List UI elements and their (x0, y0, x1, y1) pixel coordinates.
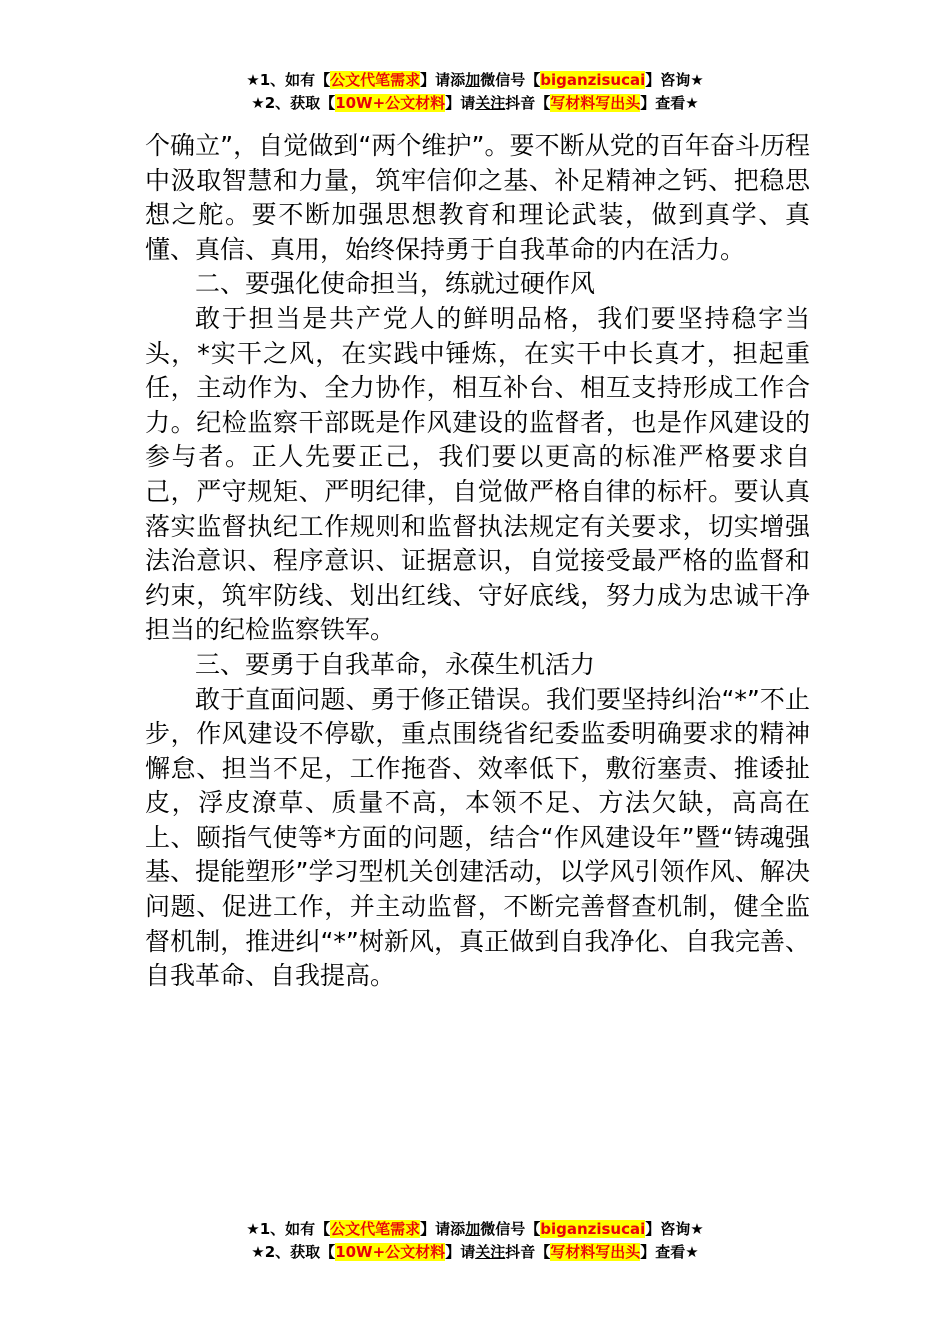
paragraph-section-3: 敢于直面问题、勇于修正错误。我们要坚持纠治“*”不止步，作风建设不停歇，重点围绕省纪委监委明确要求的精神懈怠、担当不足，工作拖沓、效率低下，敷衍塞责、推诿扯皮，浮皮潦草、质量不高，本领不足、方法欠缺，高高在上、颐指气使等*方面的问题，结合“作风建设年”暨“铸魂强基、提能塑形”学习型机关创建活动，以学风引领作风、解决问题、促进工作，并主动监督，不断完善督查机制，健全监督机制，推进纠“*”树新风，真正做到自我净化、自我完善、自我革命、自我提高。 (145, 684, 810, 991)
promo-materials-highlight: 10W+公文材料 (335, 1243, 446, 1261)
header-promo-banner (0, 69, 950, 115)
promo-line-1-text: 】请添 (420, 71, 466, 89)
promo-line-2-suffix: 】查看★ (640, 94, 699, 112)
paragraph-section-2: 敢于担当是共产党人的鲜明品格，我们要坚持稳字当头，*实干之风，在实践中锤炼，在实干中长真才，担起重任，主动作为、全力协作，相互补台、相互支持形成工作合力。纪检监察干部既是作风建设的监督者，也是作风建设的参与者。正人先要正己，我们要以更高的标准严格要求自己，严守规矩、严明纪律，自觉做严格自律的标杆。要认真落实监督执纪工作规则和监督执法规定有关要求，切实增强法治意识、程序意识、证据意识，自觉接受最严格的监督和约束，筑牢防线、划出红线、守好底线，努力成为忠诚干净担当的纪检监察铁军。 (145, 303, 810, 645)
promo-line-2-text: 】请 (445, 1243, 476, 1261)
promo-service-highlight: 公文代笔需求 (330, 1220, 421, 1238)
section-heading-3: 三、要勇于自我革命，永葆生机活力 (195, 649, 596, 679)
promo-douyin-account: 写材料写出头 (550, 1243, 641, 1261)
promo-add-emphasis: 加 (465, 1220, 481, 1238)
document-body (145, 129, 810, 994)
promo-line-1-wechat-label: 微信号【 (480, 71, 541, 89)
promo-line-1-suffix: 】咨询★ (645, 71, 704, 89)
promo-line-1-suffix: 】咨询★ (645, 1220, 704, 1238)
promo-line-2 (0, 1241, 950, 1264)
promo-line-2-douyin-label: 抖音【 (505, 94, 551, 112)
promo-follow-emphasis: 关注 (475, 1243, 506, 1261)
promo-line-2-prefix: ★2、获取【 (251, 1243, 336, 1261)
paragraph-continuation: 个确立”，自觉做到“两个维护”。要不断从党的百年奋斗历程中汲取智慧和力量，筑牢信仰之基、补足精神之钙、把稳思想之舵。要不断加强思想教育和理论武装，做到真学、真懂、真信、真用，始终保持勇于自我革命的内在活力。 (145, 131, 810, 264)
promo-line-1-prefix: ★1、如有【 (246, 1220, 331, 1238)
promo-follow-emphasis: 关注 (475, 94, 506, 112)
section-heading-2: 二、要强化使命担当，练就过硬作风 (195, 269, 596, 299)
promo-line-1-text: 】请添 (420, 1220, 466, 1238)
promo-line-2-prefix: ★2、获取【 (251, 94, 336, 112)
promo-service-highlight: 公文代笔需求 (330, 71, 421, 89)
promo-line-2-text: 】请 (445, 94, 476, 112)
promo-line-2 (0, 92, 950, 115)
promo-line-1-wechat-label: 微信号【 (480, 1220, 541, 1238)
footer-promo-banner (0, 1218, 950, 1264)
promo-wechat-id: biganzisucai (540, 71, 646, 89)
promo-line-1 (0, 69, 950, 92)
promo-douyin-account: 写材料写出头 (550, 94, 641, 112)
promo-line-1 (0, 1218, 950, 1241)
promo-line-2-suffix: 】查看★ (640, 1243, 699, 1261)
promo-add-emphasis: 加 (465, 71, 481, 89)
promo-materials-highlight: 10W+公文材料 (335, 94, 446, 112)
promo-line-1-prefix: ★1、如有【 (246, 71, 331, 89)
promo-line-2-douyin-label: 抖音【 (505, 1243, 551, 1261)
promo-wechat-id: biganzisucai (540, 1220, 646, 1238)
